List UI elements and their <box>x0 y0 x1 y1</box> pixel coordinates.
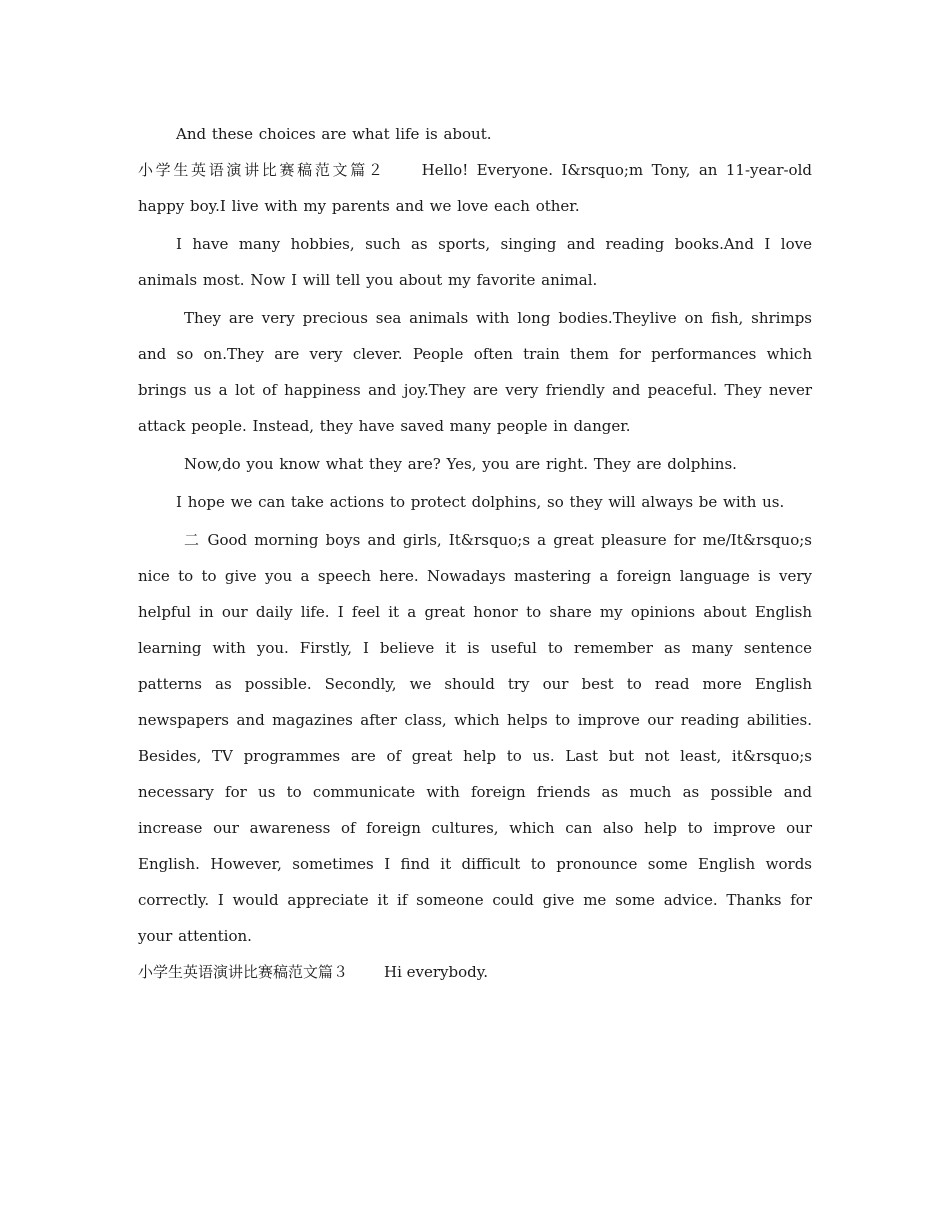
document-body <box>138 116 812 990</box>
paragraph-hobbies: I have many hobbies, such as sports, singing and reading books.And I love animals most. Now I will tell you about my favorite animal. <box>138 235 812 289</box>
paragraph-sea-animals: They are very precious sea animals with long bodies.Theylive on fish, shrimps and so on.They are very clever. People often train them for performances which brings us a lot of happiness and joy.They are very friendly and peaceful. They never attack people. Instead, they have saved many people in danger. <box>138 309 812 435</box>
section-3-heading: 小学生英语演讲比赛稿范文篇３ <box>138 963 349 981</box>
section-2-paragraph <box>138 152 812 224</box>
paragraph-dolphins-question: Now,do you know what they are? Yes, you are right. They are dolphins. <box>184 455 737 473</box>
paragraph-protect-dolphins: I hope we can take actions to protect dolphins, so they will always be with us. <box>176 493 785 511</box>
section-2-heading: 小学生英语演讲比赛稿范文篇２ <box>138 161 386 179</box>
paragraph-choices: And these choices are what life is about. <box>176 125 492 143</box>
section-3-intro: Hi everybody. <box>384 963 489 981</box>
section-2-intro: Hello! Everyone. I&rsquo;m Tony, an 11-year-old happy boy.I live with my parents and we love each other. <box>138 161 812 215</box>
paragraph-speech-english-learning: 二 Good morning boys and girls, It&rsquo;s a great pleasure for me/It&rsquo;s nice to to give you a speech here. Nowadays mastering a foreign language is very helpful in our daily life. I feel it a great honor to share my opinions about English learning with you. Firstly, I believe it is useful to remember as many sentence patterns as possible. Secondly, we should try our best to read more English newspapers and magazines after class, which helps to improve our reading abilities. Besides, TV programmes are of great help to us. Last but not least, it&rsquo;s necessary for us to communicate with foreign friends as much as possible and increase our awareness of foreign cultures, which can also help to improve our English. However, sometimes I find it difficult to pronounce some English words correctly. I would appreciate it if someone could give me some advice. Thanks for your attention. <box>138 531 812 945</box>
section-3-paragraph <box>138 954 812 990</box>
